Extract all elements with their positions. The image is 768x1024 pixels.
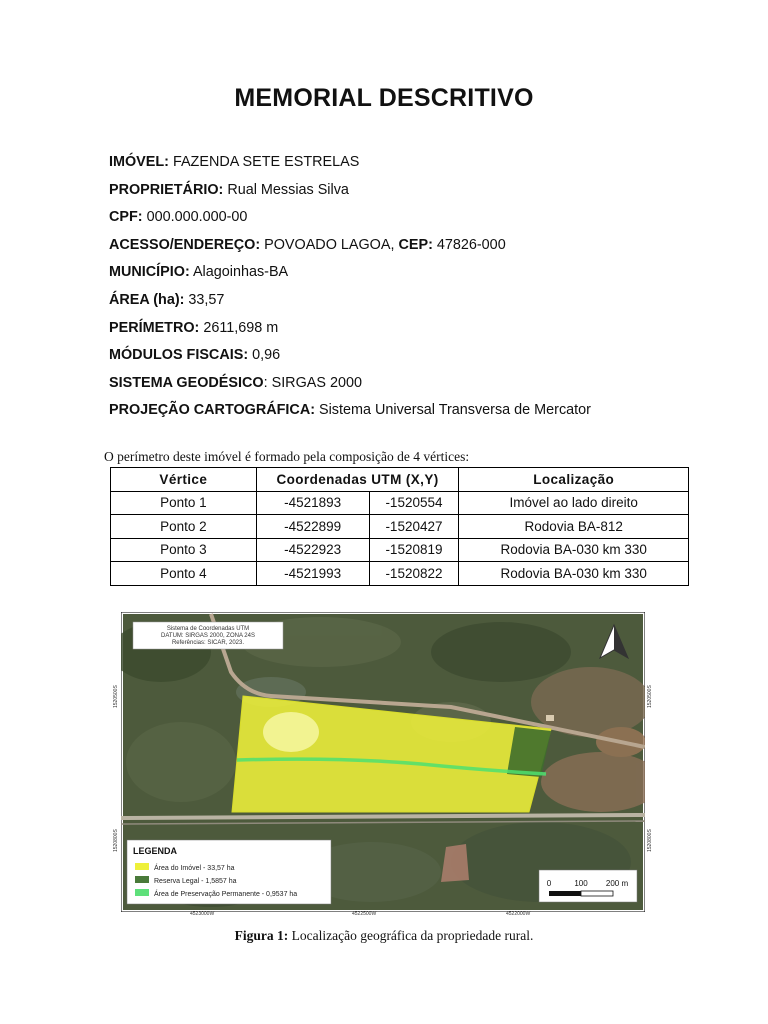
map-coord-label: 4522500W — [352, 911, 377, 917]
cell-x: -4521893 — [256, 491, 369, 515]
cell-y: -1520554 — [369, 491, 459, 515]
field-value-cep: 47826-000 — [432, 236, 506, 253]
field-label: SISTEMA GEODÉSICO — [109, 374, 264, 391]
field-value: : SIRGAS 2000 — [263, 374, 362, 391]
field-label: PROPRIETÁRIO: — [109, 181, 224, 198]
field-value: Rual Messias Silva — [223, 181, 349, 198]
field-perimetro — [109, 316, 591, 344]
map-info-line: Sistema de Coordenadas UTM — [166, 626, 250, 632]
field-label: IMÓVEL: — [109, 154, 169, 170]
caption-text: Localização geográfica da propriedade rural. — [288, 928, 534, 943]
table-row — [111, 491, 689, 515]
map-coord-label: 1520800S — [113, 829, 119, 852]
cell-localizacao: Rodovia BA-030 km 330 — [459, 562, 689, 586]
field-value: Alagoinhas-BA — [189, 264, 289, 281]
map-coord-label: 1520500S — [647, 685, 653, 708]
scale-bar-segment — [581, 891, 613, 896]
map-coord-label: 1520500S — [113, 685, 119, 708]
field-label: ACESSO/ENDEREÇO: — [109, 236, 261, 253]
legend-label: Área de Preservação Permanente - 0,9537 ha — [154, 891, 298, 898]
header-coordenadas: Coordenadas UTM (X,Y) — [256, 468, 459, 492]
scale-label: 100 — [574, 879, 588, 888]
table-row — [111, 562, 689, 586]
cell-y: -1520427 — [369, 515, 459, 539]
cell-localizacao: Rodovia BA-812 — [459, 515, 689, 539]
field-area — [109, 288, 591, 316]
legend-label: Reserva Legal - 1,5857 ha — [154, 878, 237, 885]
field-value: 0,96 — [248, 347, 281, 364]
field-label: PROJEÇÃO CARTOGRÁFICA: — [109, 402, 316, 419]
scale-label: 200 m — [605, 879, 629, 888]
map-info-line: Referências: SICAR, 2023. — [171, 640, 245, 646]
scale-bar-segment — [549, 891, 581, 896]
figure-caption — [0, 928, 768, 944]
cell-y: -1520819 — [369, 538, 459, 562]
legend-swatch-app — [135, 889, 149, 896]
table-header-row — [111, 468, 689, 492]
field-value: 33,57 — [184, 291, 225, 308]
map-info-line: DATUM: SIRGAS 2000, ZONA 24S — [161, 633, 255, 639]
field-modulos — [109, 343, 591, 371]
field-cpf — [109, 205, 591, 233]
caption-label: Figura 1: — [234, 928, 289, 943]
field-label: CPF: — [109, 209, 143, 226]
cell-x: -4521993 — [256, 562, 369, 586]
field-label: MÓDULOS FISCAIS: — [109, 347, 249, 364]
cell-vertice: Ponto 3 — [111, 538, 257, 562]
field-label: PERÍMETRO: — [109, 319, 200, 336]
cell-x: -4522923 — [256, 538, 369, 562]
table-row — [111, 538, 689, 562]
legend-swatch-property — [135, 863, 149, 870]
cell-localizacao: Imóvel ao lado direito — [459, 491, 689, 515]
vertices-table — [110, 467, 689, 586]
cell-y: -1520822 — [369, 562, 459, 586]
cell-localizacao: Rodovia BA-030 km 330 — [459, 538, 689, 562]
field-value: 2611,698 m — [199, 319, 279, 336]
map-coord-label: 4522000W — [506, 911, 531, 917]
field-imovel — [109, 150, 591, 178]
field-municipio — [109, 260, 591, 288]
field-label: ÁREA (ha): — [109, 291, 185, 308]
perimeter-intro: O perímetro deste imóvel é formado pela composição de 4 vértices: — [104, 449, 470, 464]
field-projecao — [109, 398, 591, 426]
structure — [546, 715, 554, 721]
field-acesso — [109, 233, 591, 261]
field-sistema — [109, 371, 591, 399]
scale-label: 0 — [546, 879, 552, 888]
legend-swatch-reserve — [135, 876, 149, 883]
cell-vertice: Ponto 1 — [111, 491, 257, 515]
header-vertice: Vértice — [111, 468, 257, 492]
legend-label: Área do Imóvel - 33,57 ha — [154, 865, 235, 872]
header-localizacao: Localização — [459, 468, 689, 492]
field-value: FAZENDA SETE ESTRELAS — [168, 154, 360, 170]
field-value: POVOADO LAGOA, — [260, 236, 399, 253]
field-proprietario — [109, 178, 591, 206]
cell-vertice: Ponto 2 — [111, 515, 257, 539]
field-value: Sistema Universal Transversa de Mercator — [315, 402, 591, 419]
document-title: MEMORIAL DESCRITIVO — [234, 84, 534, 112]
field-label-cep: CEP: — [398, 236, 433, 253]
map-coord-label: 1520800S — [647, 829, 653, 852]
cell-x: -4522899 — [256, 515, 369, 539]
legend-title: LEGENDA — [133, 846, 178, 856]
property-fields — [109, 150, 591, 426]
map-coord-label: 4523000W — [190, 911, 215, 917]
clearing-patch — [263, 712, 319, 752]
field-value: 000.000.000-00 — [142, 209, 248, 226]
table-row — [111, 515, 689, 539]
cell-vertice: Ponto 4 — [111, 562, 257, 586]
field-label: MUNICÍPIO: — [109, 264, 190, 281]
location-map — [121, 612, 645, 912]
